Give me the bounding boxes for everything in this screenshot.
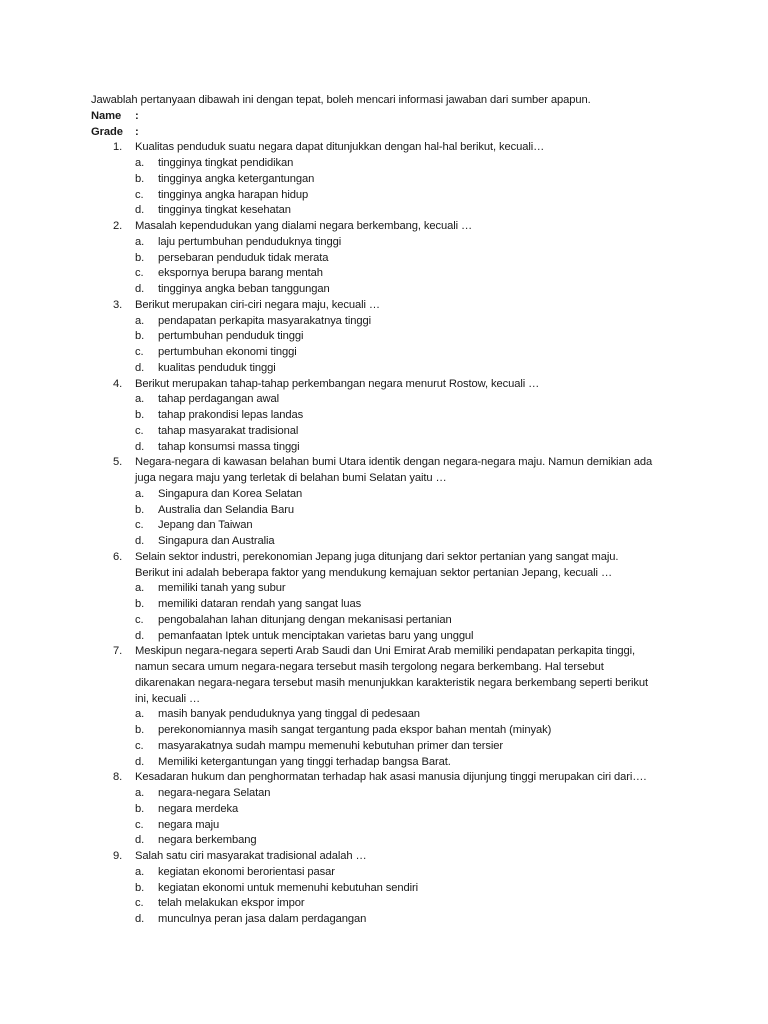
option-letter: b.: [135, 724, 145, 736]
option-letter: a.: [135, 582, 145, 595]
question-body: [135, 298, 691, 377]
option-text: tingginya tingkat pendidikan: [158, 157, 294, 169]
question-number: 8.: [113, 771, 123, 784]
question-body: [135, 550, 691, 645]
answer-options: [135, 235, 691, 298]
answer-option: [135, 266, 691, 282]
option-letter: a.: [135, 393, 145, 406]
option-letter: b.: [135, 172, 145, 185]
answer-options: [135, 156, 691, 219]
question-number-col: [91, 377, 135, 456]
question-number: 1.: [113, 141, 123, 154]
question-text-line: namun secara umum negara-negara tersebut masih tergolong negara berkembang. Hal tersebut: [135, 661, 604, 673]
option-letter: b.: [135, 330, 145, 343]
answer-options: [135, 581, 691, 644]
option-text: negara berkembang: [158, 834, 257, 847]
option-text: tingginya angka harapan hidup: [158, 188, 309, 201]
answer-option: [135, 802, 691, 818]
option-letter: d.: [135, 440, 145, 453]
option-letter: b.: [135, 503, 145, 516]
question-number-col: [91, 770, 135, 849]
answer-option: [135, 739, 691, 755]
answer-option: [135, 912, 691, 928]
grade-label: Grade: [91, 125, 123, 138]
option-letter: c.: [135, 424, 144, 437]
answer-option: [135, 786, 691, 802]
option-text: tingginya angka ketergantungan: [158, 172, 315, 185]
question-number-col: [91, 550, 135, 645]
question-text-line: Berikut merupakan tahap-tahap perkembangan negara menurut Rostow, kecuali …: [135, 377, 540, 390]
question-number-col: [91, 140, 135, 219]
question-text-line: ini, kecuali …: [135, 692, 201, 705]
answer-option: [135, 203, 691, 219]
option-letter: b.: [135, 409, 145, 421]
answer-option: [135, 503, 691, 519]
option-letter: c.: [135, 818, 144, 831]
option-text: masyarakatnya sudah mampu memenuhi kebutuhan primer dan tersier: [158, 739, 504, 752]
question-text-line: Negara-negara di kawasan belahan bumi Utara identik dengan negara-negara maju. Namun demikian ada: [135, 456, 653, 469]
question-item: [91, 219, 691, 298]
question-text-line: dikarenakan negara-negara tersebut masih menunjukkan karakteristik negara berkembang seperti berikut: [135, 676, 649, 689]
option-text: laju pertumbuhan penduduknya tinggi: [158, 235, 342, 248]
option-letter: b.: [135, 881, 145, 894]
question-body: [135, 644, 691, 770]
question-number-col: [91, 298, 135, 377]
option-letter: d.: [135, 834, 145, 847]
question-number-col: [91, 219, 135, 298]
answer-option: [135, 629, 691, 645]
option-text: Jepang dan Taiwan: [158, 519, 253, 532]
option-text: persebaran penduduk tidak merata: [158, 251, 329, 264]
option-text: Australia dan Selandia Baru: [158, 503, 294, 516]
option-letter: a.: [135, 708, 145, 721]
answer-option: [135, 172, 691, 188]
question-item: [91, 550, 691, 645]
option-letter: a.: [135, 235, 145, 248]
question-item: [91, 644, 691, 770]
question-text-line: Kesadaran hukum dan penghormatan terhadap hak asasi manusia dijunjung tinggi merupakan ciri dari….: [135, 771, 647, 784]
answer-option: [135, 881, 691, 897]
option-text: pertumbuhan penduduk tinggi: [158, 330, 304, 343]
question-number-col: [91, 849, 135, 928]
answer-option: [135, 581, 691, 597]
option-text: kegiatan ekonomi untuk memenuhi kebutuhan sendiri: [158, 881, 419, 894]
option-text: ekspornya berupa barang mentah: [158, 267, 323, 280]
answer-option: [135, 440, 691, 456]
option-text: tingginya tingkat kesehatan: [158, 204, 291, 217]
option-text: kegiatan ekonomi berorientasi pasar: [158, 865, 335, 878]
question-number: 3.: [113, 298, 123, 311]
question-body: [135, 219, 691, 298]
option-letter: c.: [135, 897, 144, 910]
question-number: 9.: [113, 850, 123, 862]
answer-option: [135, 392, 691, 408]
option-text: telah melakukan ekspor impor: [158, 897, 305, 910]
answer-option: [135, 597, 691, 613]
option-letter: a.: [135, 157, 145, 169]
question-text-line: Berikut merupakan ciri-ciri negara maju, kecuali …: [135, 298, 380, 311]
question-text-line: Selain sektor industri, perekonomian Jepang juga ditunjang dari sektor pertanian yang sangat maju.: [135, 550, 619, 563]
answer-option: [135, 487, 691, 503]
option-text: negara merdeka: [158, 802, 239, 815]
answer-option: [135, 408, 691, 424]
question-number: 4.: [113, 377, 123, 390]
name-separator: :: [135, 109, 139, 122]
question-body: [135, 377, 691, 456]
question-number-col: [91, 644, 135, 770]
option-letter: c.: [135, 188, 144, 201]
instructions-text: Jawablah pertanyaan dibawah ini dengan tepat, boleh mencari informasi jawaban dari sumber apapun.: [91, 94, 591, 106]
answer-options: [135, 707, 691, 770]
answer-option: [135, 282, 691, 298]
question-text-line: Berikut ini adalah beberapa faktor yang mendukung kemajuan sektor pertanian Jepang, kecuali …: [135, 566, 613, 579]
name-field: [91, 109, 691, 125]
question-number: 5.: [113, 456, 123, 469]
option-letter: d.: [135, 629, 145, 642]
answer-option: [135, 424, 691, 440]
answer-option: [135, 818, 691, 834]
option-text: tahap prakondisi lepas landas: [158, 409, 304, 421]
option-letter: d.: [135, 535, 145, 547]
option-letter: b.: [135, 598, 145, 610]
option-letter: d.: [135, 361, 145, 374]
option-letter: c.: [135, 519, 144, 532]
worksheet-content: [91, 93, 691, 928]
answer-option: [135, 345, 691, 361]
option-text: Singapura dan Australia: [158, 535, 275, 547]
question-item: [91, 455, 691, 550]
answer-options: [135, 786, 691, 849]
answer-option: [135, 314, 691, 330]
question-body: [135, 140, 691, 219]
option-text: pendapatan perkapita masyarakatnya tinggi: [158, 314, 371, 327]
option-letter: d.: [135, 283, 145, 295]
answer-option: [135, 896, 691, 912]
question-body: [135, 849, 691, 928]
answer-option: [135, 518, 691, 534]
answer-options: [135, 865, 691, 928]
question-text-line: Kualitas penduduk suatu negara dapat ditunjukkan dengan hal-hal berikut, kecuali…: [135, 141, 545, 154]
option-text: pemanfaatan Iptek untuk menciptakan varietas baru yang unggul: [158, 629, 474, 642]
option-letter: b.: [135, 251, 145, 264]
answer-option: [135, 235, 691, 251]
option-letter: c.: [135, 739, 144, 752]
option-letter: a.: [135, 314, 145, 327]
answer-option: [135, 188, 691, 204]
option-text: munculnya peran jasa dalam perdagangan: [158, 913, 367, 925]
question-item: [91, 770, 691, 849]
option-text: memiliki dataran rendah yang sangat luas: [158, 598, 362, 610]
option-letter: c.: [135, 267, 144, 280]
option-text: perekonomiannya masih sangat tergantung pada ekspor bahan mentah (minyak): [158, 724, 552, 736]
question-item: [91, 298, 691, 377]
question-item: [91, 377, 691, 456]
option-text: negara-negara Selatan: [158, 787, 271, 799]
answer-options: [135, 487, 691, 550]
option-letter: a.: [135, 487, 145, 500]
question-text-line: Masalah kependudukan yang dialami negara berkembang, kecuali …: [135, 220, 473, 232]
question-number-col: [91, 455, 135, 550]
answer-option: [135, 361, 691, 377]
option-text: Memiliki ketergantungan yang tinggi terhadap bangsa Barat.: [158, 755, 451, 768]
question-body: [135, 770, 691, 849]
answer-option: [135, 865, 691, 881]
answer-options: [135, 392, 691, 455]
option-letter: d.: [135, 755, 145, 768]
option-text: Singapura dan Korea Selatan: [158, 487, 303, 500]
answer-option: [135, 156, 691, 172]
option-letter: a.: [135, 787, 145, 799]
grade-separator: :: [135, 125, 139, 138]
option-letter: d.: [135, 204, 145, 217]
answer-option: [135, 723, 691, 739]
answer-option: [135, 755, 691, 771]
question-number: 2.: [113, 220, 123, 232]
option-letter: d.: [135, 913, 145, 925]
question-text-line: Salah satu ciri masyarakat tradisional adalah …: [135, 850, 367, 862]
question-number: 6.: [113, 550, 123, 563]
question-list: [91, 140, 691, 928]
answer-option: [135, 534, 691, 550]
option-text: tingginya angka beban tanggungan: [158, 283, 330, 295]
option-letter: c.: [135, 613, 144, 626]
option-text: negara maju: [158, 818, 220, 831]
option-text: tahap perdagangan awal: [158, 393, 279, 406]
option-text: kualitas penduduk tinggi: [158, 361, 276, 374]
question-text-line: Meskipun negara-negara seperti Arab Saudi dan Uni Emirat Arab memiliki pendapatan perkapita tinggi,: [135, 645, 636, 658]
option-text: tahap konsumsi massa tinggi: [158, 440, 300, 453]
answer-option: [135, 329, 691, 345]
option-text: pertumbuhan ekonomi tinggi: [158, 346, 297, 358]
grade-field: [91, 125, 691, 141]
option-text: tahap masyarakat tradisional: [158, 424, 299, 437]
answer-option: [135, 833, 691, 849]
option-text: memiliki tanah yang subur: [158, 582, 286, 595]
answer-option: [135, 251, 691, 267]
name-label: Name: [91, 109, 122, 122]
question-number: 7.: [113, 645, 123, 658]
option-letter: a.: [135, 865, 145, 878]
question-item: [91, 849, 691, 928]
option-text: pengobalahan lahan ditunjang dengan mekanisasi pertanian: [158, 613, 452, 626]
option-letter: b.: [135, 802, 145, 815]
option-letter: c.: [135, 346, 144, 358]
question-item: [91, 140, 691, 219]
answer-options: [135, 314, 691, 377]
question-text-line: juga negara maju yang terletak di belahan bumi Selatan yaitu …: [135, 472, 447, 484]
question-body: [135, 455, 691, 550]
answer-option: [135, 707, 691, 723]
answer-option: [135, 613, 691, 629]
option-text: masih banyak penduduknya yang tinggal di pedesaan: [158, 708, 420, 721]
